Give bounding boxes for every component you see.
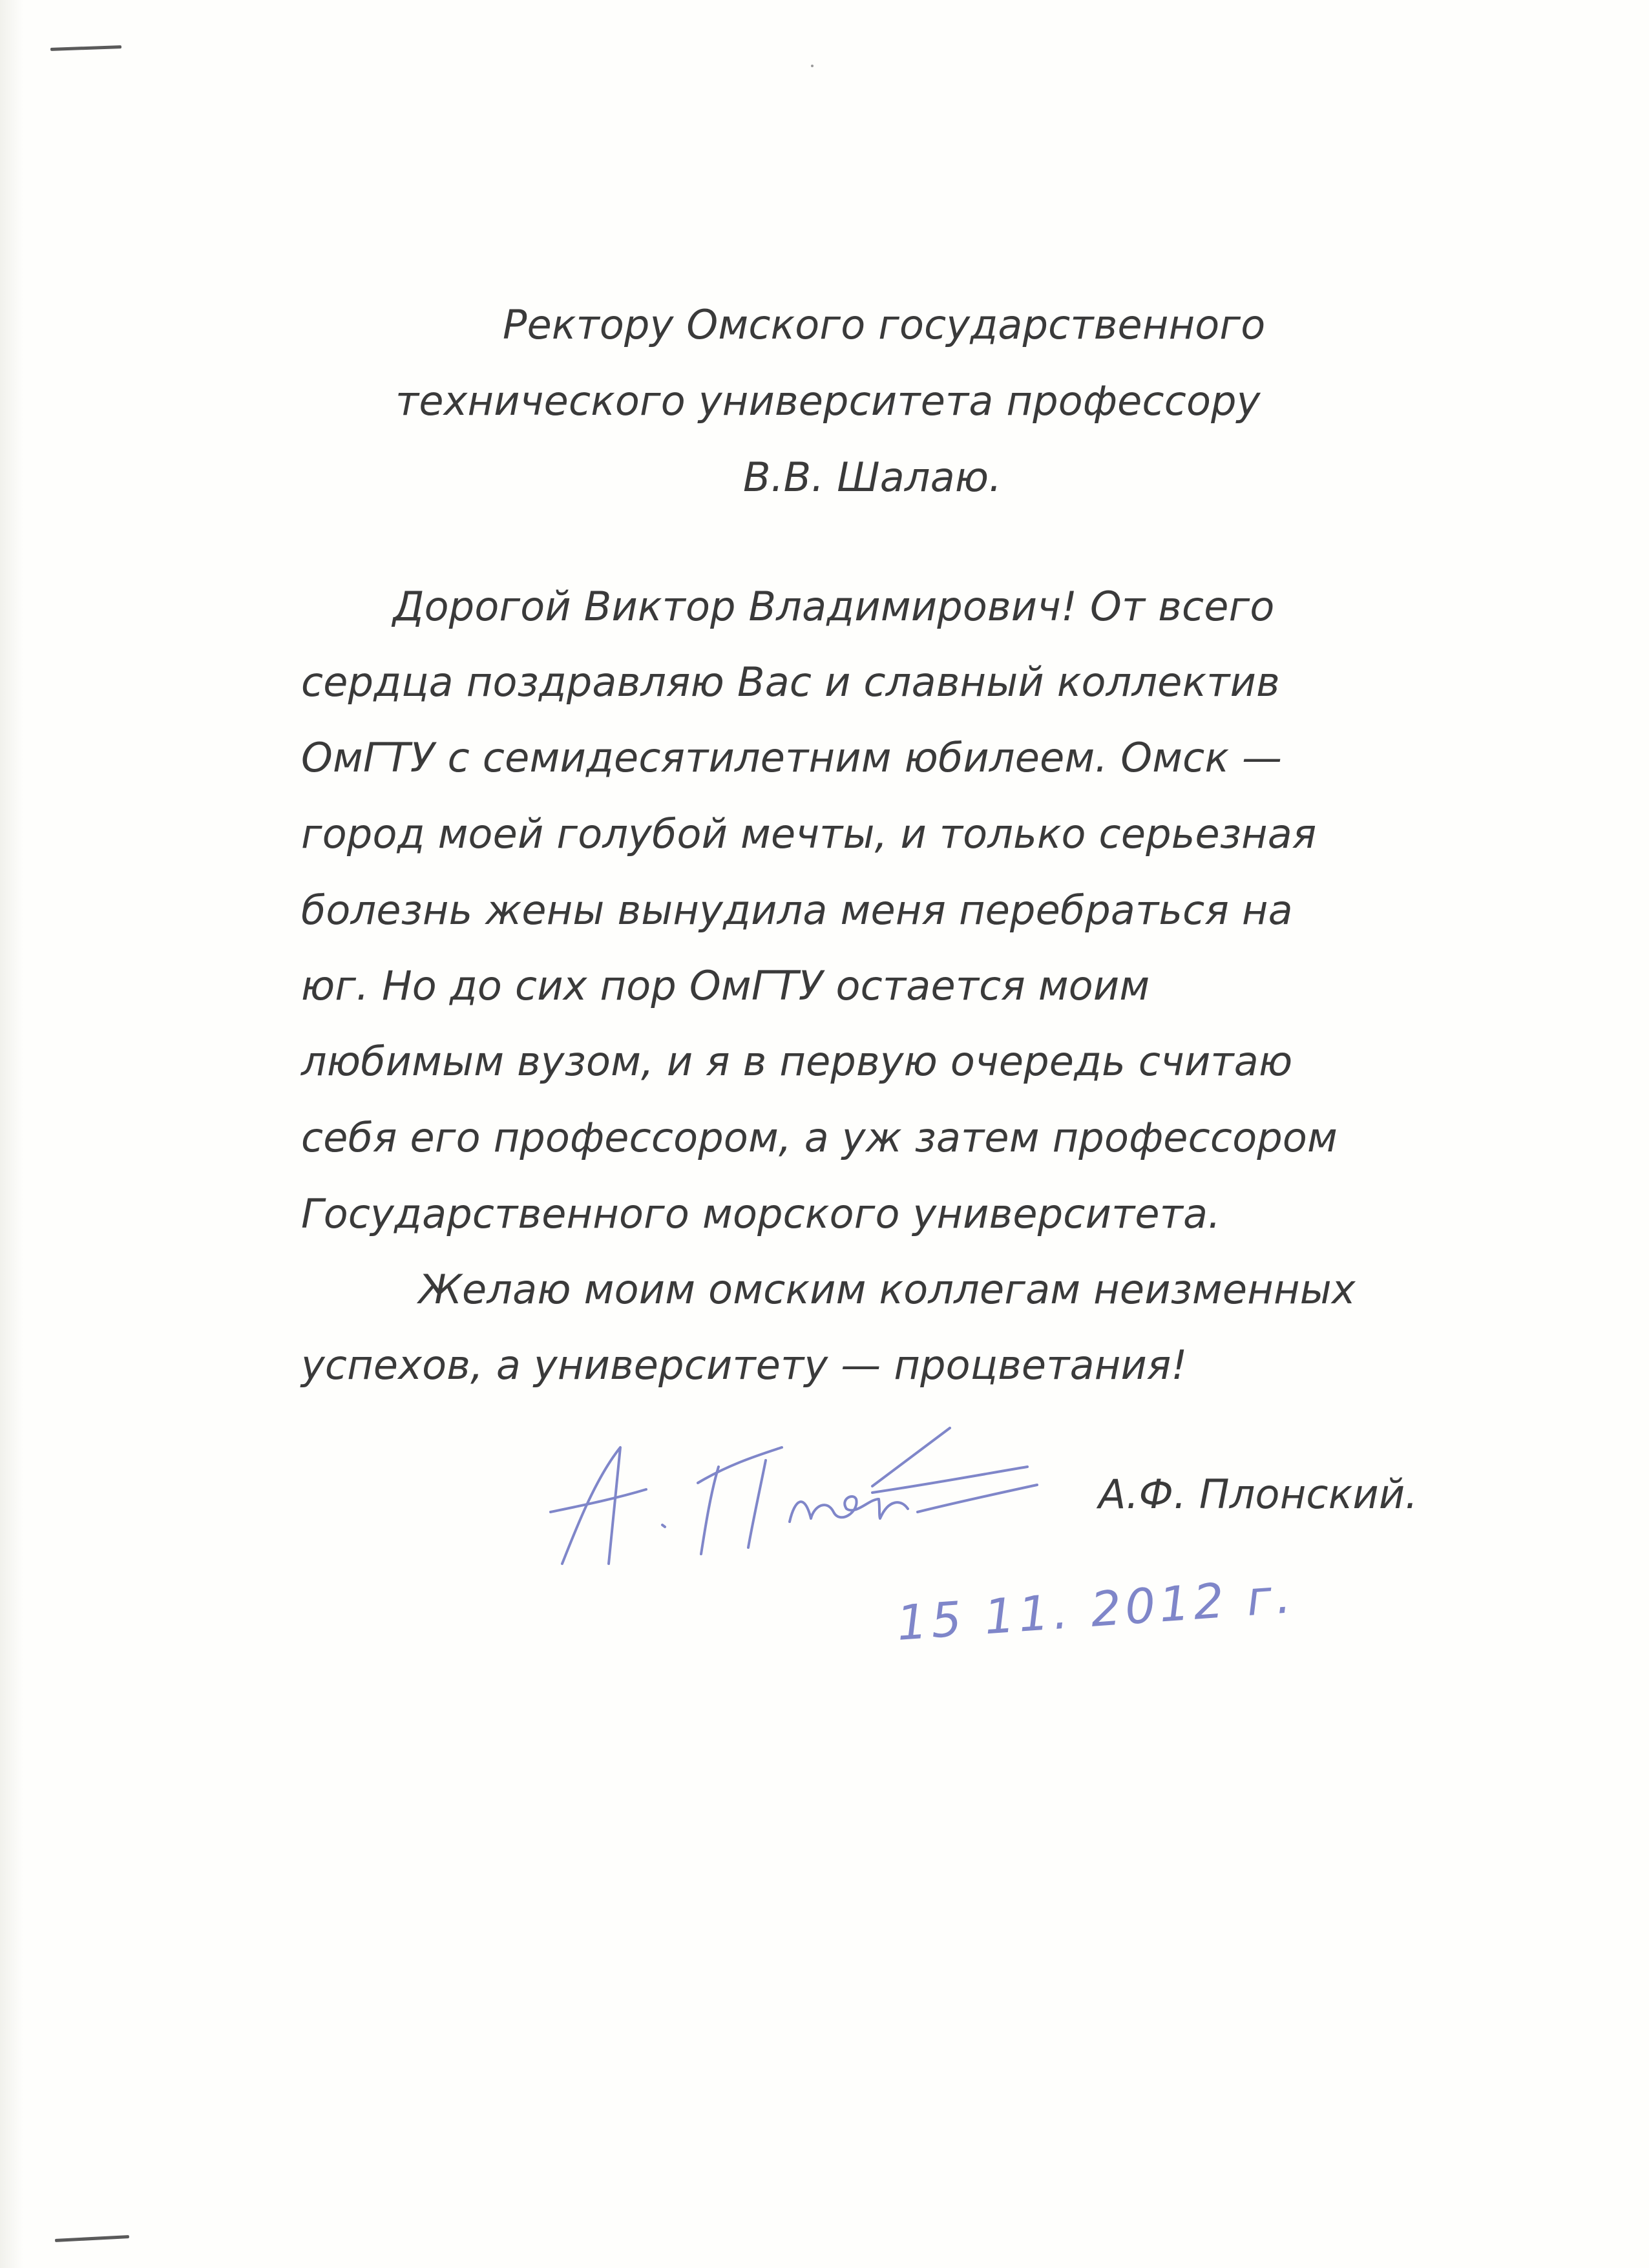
- addressee-line-1: Ректору Омского государственного: [503, 301, 1266, 348]
- body-line-7: любимым вузом, и я в первую очередь считаю: [301, 1038, 1293, 1085]
- body-line-10: Желаю моим омским коллегам неизменных: [419, 1266, 1356, 1313]
- staple-mark-bottom: [55, 2235, 129, 2242]
- staple-mark-top: [50, 45, 121, 51]
- body-line-9: Государственного морского университета.: [301, 1190, 1221, 1237]
- page-edge-shadow: [0, 0, 23, 2268]
- body-line-3: ОмГТУ с семидесятилетним юбилеем. Омск —: [301, 734, 1283, 781]
- body-line-2: сердца поздравляю Вас и славный коллектив: [301, 658, 1280, 706]
- body-line-1: Дорогой Виктор Владимирович! От всего: [393, 583, 1275, 630]
- body-line-6: юг. Но до сих пор ОмГТУ остается моим: [301, 962, 1150, 1009]
- body-line-8: себя его профессором, а уж затем профессором: [301, 1114, 1338, 1161]
- body-line-5: болезнь жены вынудила меня перебраться на: [301, 887, 1293, 934]
- handwritten-signature: [536, 1402, 1040, 1596]
- addressee-line-2: технического университета профессору: [395, 377, 1261, 425]
- addressee-line-3: В.В. Шалаю.: [743, 454, 1002, 501]
- signatory-name: А.Ф. Плонский.: [1098, 1471, 1418, 1518]
- body-line-11: успехов, а университету — процветания!: [301, 1341, 1188, 1389]
- paper-speck: [811, 65, 814, 67]
- body-line-4: город моей голубой мечты, и только серьезная: [301, 810, 1317, 857]
- handwritten-date: 15 11. 2012 г.: [895, 1568, 1297, 1652]
